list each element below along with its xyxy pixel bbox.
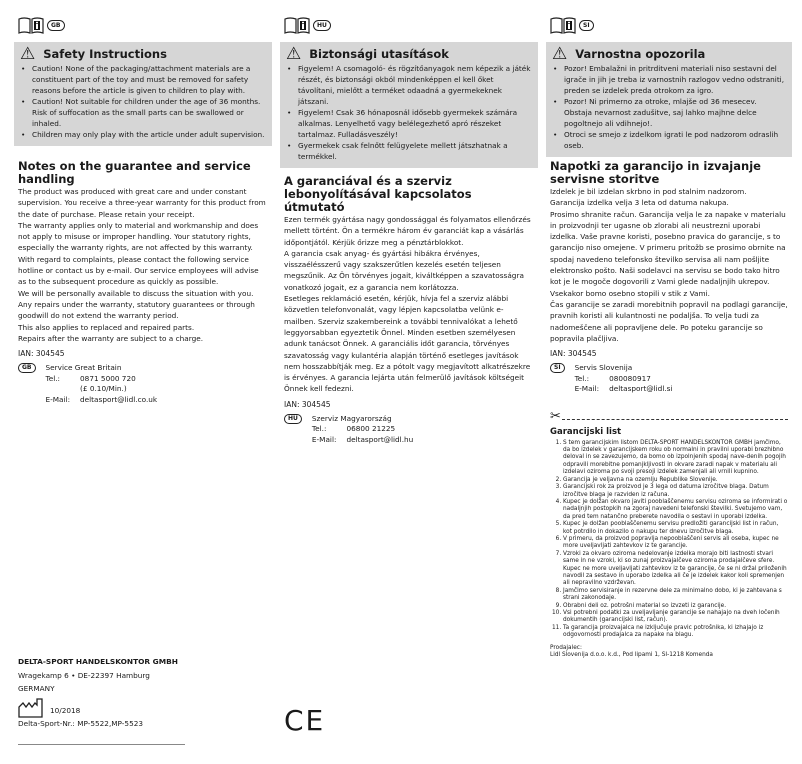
- guarantee-title: Napotki za garancijo in izvajanje servisne storitve: [550, 159, 761, 186]
- service-country-badge: GB: [18, 363, 36, 373]
- service-tel-rate: (£ 0.10/Min.): [80, 384, 127, 394]
- safety-item: • Children may only play with the article under adult supervision.: [32, 129, 266, 140]
- company-address: Wragekamp 6 • DE-22397 Hamburg: [18, 670, 150, 680]
- read-manual-icon: [18, 16, 44, 34]
- safety-list: [552, 63, 786, 151]
- service-email: deltasport@lidl.hu: [346, 434, 414, 444]
- service-email-label: E-Mail:: [45, 394, 71, 404]
- service-name: Servis Slovenija: [574, 363, 633, 373]
- guarantee-paragraph: Repairs after the warranty are subject to a charge.: [18, 333, 204, 343]
- service-tel-label: Tel.:: [574, 373, 590, 383]
- guarantee-paragraph: Vsekakor bomo osebno stopili v stik z Vami.: [550, 288, 710, 298]
- guarantee-title: A garanciával és a szerviz lebonyolításával kapcsolatos útmutató: [284, 174, 472, 214]
- guarantee-paragraph: Garancija izdelka velja 3 leta od datuma nakupa.: [550, 198, 729, 208]
- guarantee-paragraph: Any repairs under the warranty, statutory guarantees or through goodwill do not extend the warranty period.: [18, 299, 255, 321]
- warranty-card-item: 9. Obrabni deli oz. potrošni material so izvzeti iz garancije.: [563, 603, 788, 610]
- service-tel-label: Tel.:: [311, 424, 327, 434]
- guarantee-body: [284, 214, 534, 395]
- factory-icon: [18, 698, 44, 718]
- read-manual-icon: [550, 16, 576, 34]
- safety-title: [286, 46, 532, 62]
- guarantee-paragraph: Izdelek je bil izdelan skrbno in pod stalnim nadzorom.: [550, 187, 747, 196]
- safety-item: • Figyelem! Csak 36 hónaposnál idősebb gyermekek számára alkalmas. Lenyelhető vagy belélegezhető apró részeket tartalmaz. Fulladásveszély!: [298, 107, 532, 140]
- company-country: GERMANY: [18, 684, 55, 693]
- guarantee-section: [550, 160, 788, 659]
- service-email-label: E-Mail:: [311, 434, 337, 444]
- service-contact: [550, 363, 788, 395]
- warranty-card-item: 11. Ta garancija proizvajalca ne izključuje pravic potrošnika, ki izhajajo iz odgovornosti prodajalca za napake na blagu.: [563, 625, 788, 640]
- guarantee-paragraph: This also applies to replaced and repaired parts.: [18, 322, 195, 332]
- manual-header: [284, 16, 331, 34]
- safety-instructions-box: [14, 42, 272, 146]
- guarantee-paragraph: With regard to complaints, please contact the following service hotline or contact us by e-mail. Our service employees will advise as to the subsequent procedure as quickly as possible.: [18, 254, 259, 287]
- guarantee-section: [18, 160, 268, 405]
- ian-number: IAN: 304545: [550, 349, 597, 359]
- guarantee-body: [550, 186, 788, 344]
- warning-icon: ⚠: [20, 44, 36, 64]
- safety-title: [20, 46, 266, 62]
- warranty-card-item: 3. Garancijski rok za proizvod je 3 lega od datuma izročitve blaga. Datum izročitve blaga je razviden iz računa.: [563, 484, 788, 499]
- warranty-card-item: 2. Garancija je veljavna na ozemlju Republike Slovenije.: [563, 477, 788, 484]
- dashed-cut-line: [562, 419, 788, 420]
- service-email: deltasport@lidl.co.uk: [80, 394, 158, 404]
- manufacturer-footer: [18, 655, 178, 730]
- guarantee-paragraph: The product was produced with great care and under constant supervision. You receive a three-year warranty for this product from the date of purchase. Please retain your receipt.: [18, 187, 266, 219]
- warranty-card-item: 7. Vzroki za okvaro oziroma nedelovanje izdelka morajo biti lastnosti stvari same in ne vzroki, ki so zunaj proizvajalčeve oziroma prodajalčeve sfere. Kupec ne more uveljavljati zahtevkov iz te garancije, če se ni držal priloženih navodil za sestavo in uporabo izdelka ali če je izdelek kakor koli spremenjen ali nepravilno vzdrževan.: [563, 551, 788, 588]
- warranty-card-item: 8. Jamčimo servisiranje in rezervne dele za minimalno dobo, ki je zahtevana s strani zakonodaje.: [563, 588, 788, 603]
- guarantee-body: [18, 186, 268, 344]
- safety-item: • Gyermekek csak felnőtt felügyelete mellett játszhatnak a termékkel.: [298, 140, 532, 162]
- service-email-label: E-Mail:: [574, 384, 600, 394]
- country-badge: HU: [313, 20, 331, 31]
- manufacture-date: 10/2018: [50, 706, 81, 715]
- manual-header: [550, 16, 594, 34]
- warning-icon: ⚠: [552, 44, 568, 64]
- warranty-card-list: [550, 440, 788, 640]
- warranty-card-item: 5. Kupec je dolžan pooblaščenemu servisu predložiti garancijski list in račun, kot potrdilo in dokazilo o nakupu ter dnevu izročitve blaga.: [563, 521, 788, 536]
- service-tel: 080080917: [609, 373, 651, 383]
- safety-list: [286, 63, 532, 162]
- safety-item: • Pozor! Ni primerno za otroke, mlajše od 36 mesecev. Obstaja nevarnost zadušitve, saj lahko majhne delce pogoltnejo ali vdihnejo!.: [564, 96, 786, 129]
- service-country-badge: SI: [550, 363, 565, 373]
- warranty-card-item: 10. Vsi potrebni podatki za uveljavljanje garancije se nahajajo na dveh ločenih dokumentih (garancijski list, račun).: [563, 610, 788, 625]
- service-tel: 0871 5000 720: [80, 373, 136, 383]
- safety-title: [552, 46, 786, 62]
- guarantee-section: [284, 175, 534, 445]
- read-manual-icon: [284, 16, 310, 34]
- guarantee-title: Notes on the guarantee and service handling: [18, 159, 251, 186]
- service-contact: [18, 363, 268, 405]
- guarantee-paragraph: Čas garancije se zaradi morebitnih popravil na podlagi garancije, pravnih koristi ali kulantnosti ne podaljša. To velja tudi za nadomeščene ali popravljene dele. Po poteku garancije so popravila plačljiva.: [550, 299, 788, 343]
- safety-list: [20, 63, 266, 140]
- safety-item: • Otroci se smejo z izdelkom igrati le pod nadzorom odraslih oseb.: [564, 129, 786, 151]
- warranty-card-item: 6. V primeru, da proizvod popravlja nepooblaščeni servis ali oseba, kupec ne more uveljavljati zahtevkov iz te garancije.: [563, 536, 788, 551]
- warranty-card-item: 1. S tem garancijskim listom DELTA-SPORT HANDELSKONTOR GMBH jamčimo, da bo izdelek v garancijskem roku ob normalni in pravilni uporabi brezhibno deloval in se zavezujemo, da bomo ob izpolnjenih spodaj nave-denih pogojih odpravili morebitne pomanjkljivosti in okvare zaradi napak v materialu ali izdelavi oziroma po svoji presoji izdelek zamenjali ali vrnili kupnino.: [563, 440, 788, 477]
- safety-instructions-box: [280, 42, 538, 168]
- ian-number: IAN: 304545: [284, 399, 331, 409]
- warranty-card-title: Garancijski list: [550, 426, 622, 437]
- service-tel-label: Tel.:: [45, 373, 61, 383]
- country-badge: GB: [47, 20, 65, 31]
- safety-item: • Caution! Not suitable for children under the age of 36 months. Risk of suffocation as the small parts can be swallowed or inhaled.: [32, 96, 266, 129]
- safety-title-text: Varnostna opozorila: [575, 47, 706, 61]
- country-badge: SI: [579, 20, 594, 31]
- ian-number: IAN: 304545: [18, 349, 65, 359]
- safety-instructions-box: [546, 42, 792, 157]
- guarantee-paragraph: The warranty applies only to material and workmanship and does not apply to misuse or improper handling. Your statutory rights, especially the warranty rights, are not affected by this warranty.: [18, 220, 259, 253]
- cut-line: [550, 409, 788, 425]
- article-number: Delta-Sport-Nr.: MP-5522,MP-5523: [18, 718, 144, 728]
- scissors-icon: ✂: [550, 408, 561, 424]
- seller-label: Prodajalec:: [550, 644, 582, 651]
- safety-item: • Caution! None of the packaging/attachment materials are a constituent part of the toy and must be removed for safety reasons before the article is given to children to play with.: [32, 63, 266, 96]
- guarantee-paragraph: Esetleges reklamáció esetén, kérjük, hívja fel a szerviz alábbi közvetlen telefonvonalát, vagy lépjen kapcsolatba velünk e-mailben. Szerviz szakembereink a további tennivalókat a lehető leggyorsabban egyeztetik Önnel. Minden esetben személyesen adunk tanácsot Önnek. A garanciális időt garancia, törvényes szavatosság vagy kulantéria alapján történő esetleges javítások nem hosszabbítják meg. Ez a pótolt vagy megjavított alkatrészekre is érvényes. A garancia lejárta után felmerülő javítások költségeit Önnek kell fedezni.: [284, 294, 531, 394]
- service-country-badge: HU: [284, 414, 302, 424]
- service-name: Szerviz Magyarország: [311, 413, 392, 423]
- warning-icon: ⚠: [286, 44, 302, 64]
- safety-item: • Pozor! Embalažni in pritrditveni materiali niso sestavni del igrače in jih je treba iz varnostnih razlogov vedno odstraniti, preden se izdelek preda otrokom za igro.: [564, 63, 786, 96]
- safety-title-text: Safety Instructions: [43, 47, 167, 61]
- guarantee-paragraph: A garancia csak anyag- és gyártási hibákra érvényes, visszaélésszerű vagy szakszerűtlen kezelés esetén teljesen megszűnik. Az Ön törvényes jogait, kiváltképpen a szavatosságra vonatkozó jogait, ez a garancia nem korlátozza.: [284, 248, 524, 292]
- guarantee-paragraph: Ezen termék gyártása nagy gondossággal és folyamatos ellenőrzés mellett történt. Ön a termékre három év garanciát kap a vásárlás időpontjától. Kérjük őrizze meg a pénztárblokkot.: [284, 215, 531, 247]
- safety-item: • Figyelem! A csomagoló- és rögzítőanyagok nem képezik a játék részét, és biztonsági okból mindenképpen el kell őket távolítani, mielőtt a terméket odaadná a gyermekeknek játszani.: [298, 63, 532, 107]
- manual-header: [18, 16, 65, 34]
- guarantee-paragraph: Prosimo shranite račun. Garancija velja le za napake v materialu in proizvodnji ter ugasne ob zlorabi ali neustrezni uporabi izdelka. Vaše pravne koristi, posebno pravica do garancije, s to garancijo niso omejene. V primeru pritožb se prosimo obrnite na spodaj navedeno telefonsko številko servisa ali nam pošljite elektronsko pošto. Naši sodelavci na servisu se bodo tako hitro kot je le mogoče dogovorili z Vami glede nadaljnjih ukrepov.: [550, 209, 786, 287]
- service-tel: 06800 21225: [346, 424, 396, 434]
- service-name: Service Great Britain: [45, 363, 122, 373]
- guarantee-paragraph: We will be personally available to discuss the situation with you.: [18, 288, 254, 298]
- service-contact: [284, 414, 534, 446]
- service-email: deltasport@lidl.si: [609, 384, 673, 394]
- company-name: DELTA-SPORT HANDELSKONTOR GMBH: [18, 657, 178, 666]
- safety-title-text: Biztonsági utasítások: [309, 47, 449, 61]
- footer-divider: [18, 744, 185, 745]
- seller-address: Lidl Slovenija d.o.o. k.d., Pod lipami 1, SI-1218 Komenda: [550, 652, 713, 659]
- warranty-card-item: 4. Kupec je dolžan okvaro javiti pooblaščenemu servisu oziroma se informirati o nadaljnjih postopkih na zgoraj navedeni telefonski številki. Svetujemo vam, da pred tem natančno preberete navodila o sestavi in uporabi izdelka.: [563, 499, 788, 521]
- ce-mark: CE: [284, 704, 326, 737]
